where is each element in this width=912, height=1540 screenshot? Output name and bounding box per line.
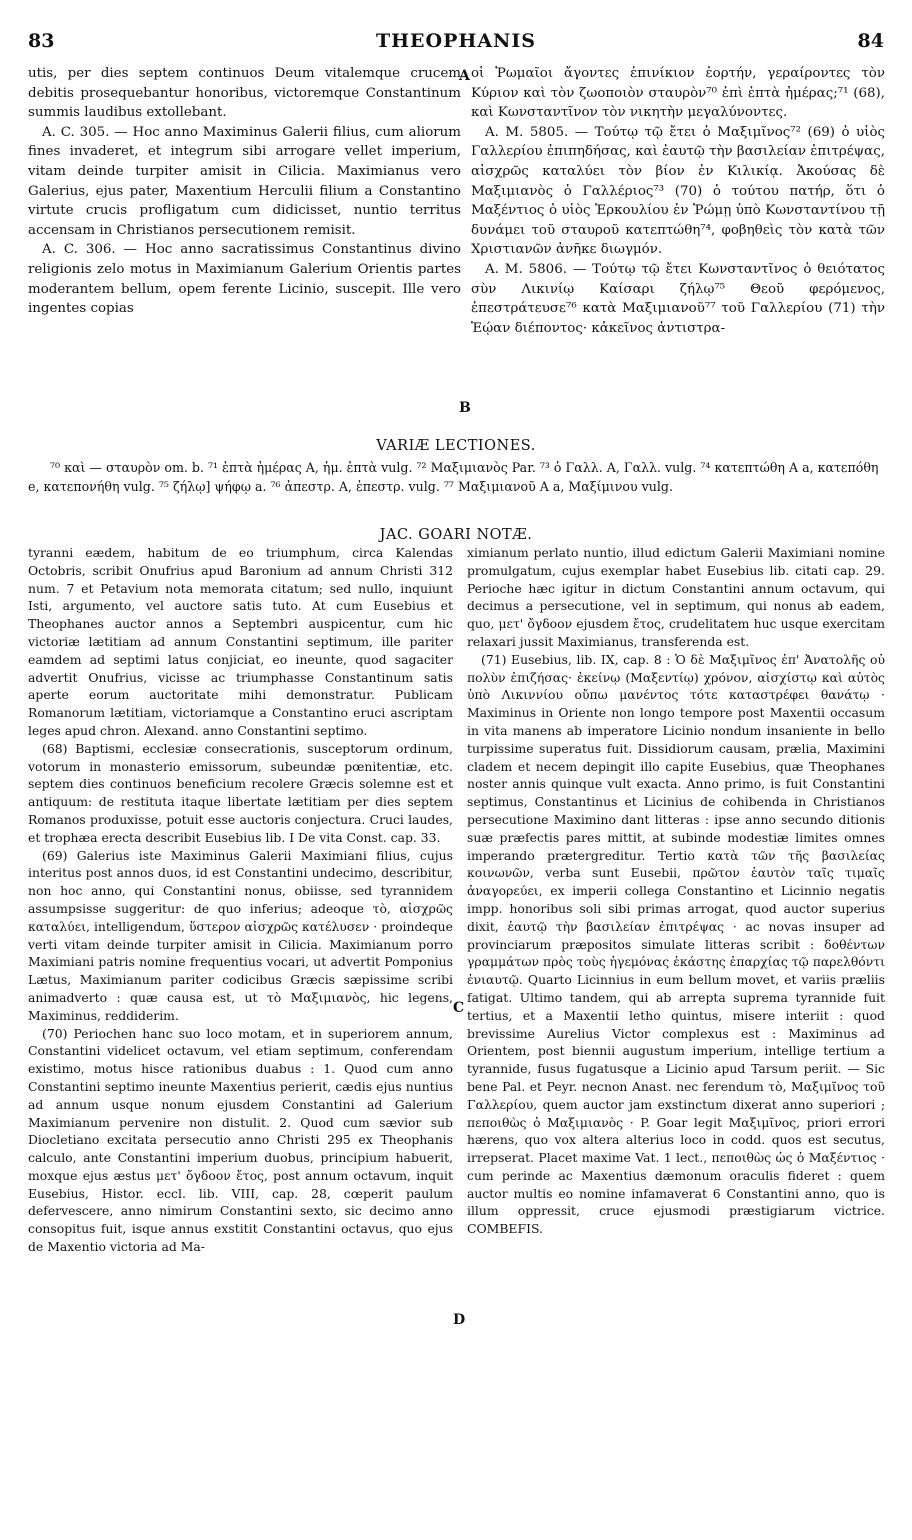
margin-letter-a: A [459,68,470,84]
greek-text-column [471,64,885,338]
greek-paragraph: οἱ Ῥωμαῖοι ἄγοντες ἐπινίκιον ἑορτήν, γεραίροντες τὸν Κύριον καὶ τὸν ζωοποιὸν σταυρὸν⁷⁰ ἐπὶ ἑπτὰ ἡμέρας;⁷¹ (68), καὶ Κωνσταντῖνον τὸν νικητὴν μεγαλύνοντες. [471,66,885,121]
running-header [28,30,884,58]
note-paragraph: (68) Baptismi, ecclesiæ consecrationis, susceptorum ordinum, votorum in monasterio emissorum, subeundæ pœnitentiæ, etc. septem dies continuos beneficium recolere Græcis solemne est et antiquum: de restituta itaque libertate lætitiam per dies septem Romanos produxisse, potuit esse auctoris conjectura. Cruci laudes, et trophæa erecta describit Eusebius lib. I De vita Const. cap. 33. [28,740,453,845]
note-paragraph: (71) Eusebius, lib. IX, cap. 8 : Ὁ δὲ Μαξιμῖνος ἐπ' Ἀνατολῆς οὐ πολὺν ἐπιζήσας· ἐκείνῳ (Μαξεντίῳ) χρόνον, αἰσχίστῳ καὶ αὐτὸς ὑπὸ Λικιννίου οὔπω μανέντος τότε καταστρέφει θανάτῳ · Maximinus in Oriente non longo tempore post Maxentii occasum in vita manens ab imperatore Licinio nondum insaniente in bello turpissime superatus fuit. Dissidiorum causam, prælia, Maximini cladem et necem depingit illo capite Eusebius, quæ Theophanes noster annis quinque vult exacta. Anno primo, is fuit Constantini septimus, Constantinus et Licinius de cohibenda in Christianos persecutione Maximino dant litteras : ipse anno secundo ditionis suæ præfectis pares mittit, at subinde modestiæ limites omnes imperando prætergreditur. Tertio κατὰ τῶν τῆς βασιλείας κοινωνῶν, verba sunt Eusebii, πρῶτον ἑαυτὸν ταῖς τιμαῖς ἀναγορεύει, ex imperii collega Constantino et Licinnio negatis impp. honoribus soli sibi primas arrogat, quod auctor superius dixit, ἑαυτῷ τὴν βασιλείαν ἐπιτρέψας · ac novas insuper ad provinciarum præpositos simulate litteras scribit : δοθέντων γραμμάτων πρὸς τοὺς ἡγεμόνας ἑκάστης ἐπαρχίας τῷ παρελθόντι ἐνιαυτῷ. Quarto Licinnius in eum bellum movet, et variis præliis fatigat. Ultimo tandem, qui ab arrepta suprema tyrannide fuit tertius, et a Maxentii letho quintus, misere interiit : quod brevissime Aurelius Victor complexus est : Maximinus ad Orientem, post biennii augustum imperium, intellige tertium a tyrannide, fusus fugatusque a Licinio apud Tarsum periit. — Sic bene Pal. et Peyr. necnon Anast. nec ferendum τὸ, Μαξιμῖνος τοῦ Γαλλερίου, quem auctor jam exstinctum dixerat anno superiori ; πεποιθὼς ὁ Μαξιμιανὸς · P. Goar legit Μαξιμῖνος, priori errori hærens, quo vox altera alterius loco in codd. quos est secutus, irrepserat. Placet maxime Vat. 1 lect., πεποιθὼς ὡς ὁ Μαξέντιος · cum perinde ac Maxentius dæmonum oraculis fideret : quem auctor multis eo nomine infamaverat 6 Constantini anno, quo is illum oppressit, cruce ejusmodi præstigiarum victrice. COMBEFIS. [467,651,885,1237]
goar-notes-heading: JAC. GOARI NOTÆ. [379,527,533,543]
page-number-right: 84 [857,30,884,52]
margin-letter-d: D [453,1312,466,1328]
greek-paragraph: A. M. 5806. — Τούτῳ τῷ ἔτει Κωνσταντῖνος ὁ θειότατος σὺν Λικινίῳ Καίσαρι ζήλῳ⁷⁵ Θεοῦ φερόμενος, ἐπεστράτευσε⁷⁶ κατὰ Μαξιμιανοῦ⁷⁷ τοῦ Γαλλερίου (71) τὴν Ἑῴαν διέποντος· κἀκεῖνος ἀντιστρα- [471,261,885,336]
margin-letter-b: B [459,400,471,416]
greek-paragraph: A. M. 5805. — Τούτῳ τῷ ἔτει ὁ Μαξιμῖνος⁷² (69) ὁ υἱὸς Γαλλερίου ἐπιπηδήσας, καὶ ἑαυτῷ τὴν βασιλείαν ἐπιτρέψας, αἰσχρῶς καταλύει τὸν βίον ἐν Κιλικίᾳ. Ἀκούσας δὲ Μαξιμιανὸς ὁ Γαλλέριος⁷³ (70) ὁ τούτου πατήρ, ὅτι ὁ Μαξέντιος ὁ υἱὸς Ἑρκουλίου ἐν Ῥώμῃ ὑπὸ Κωνσταντίνου τῇ δυνάμει τοῦ σταυροῦ κατεπτώθη⁷⁴, φοβηθεὶς τὸν κατὰ τῶν Χριστιανῶν ἀνῆκε διωγμόν. [471,124,885,258]
notes-right-column [467,544,885,1238]
latin-paragraph: A. C. 306. — Hoc anno sacratissimus Constantinus divino religionis zelo motus in Maximianum Galerium Orientis partes moderantem bellum, opem ferente Licinio, suscepit. Ille vero ingentes copias [28,242,461,317]
margin-letter-c: C [453,1000,465,1016]
variae-lectiones-heading: VARIÆ LECTIONES. [376,438,536,454]
variant-readings: ⁷⁰ καὶ — σταυρὸν om. b. ⁷¹ ἑπτὰ ἡμέρας A, ἡμ. ἑπτὰ vulg. ⁷² Μαξιμιανὸς Par. ⁷³ ὁ Γαλλ. A, Γαλλ. vulg. ⁷⁴ κατεπτώθη A a, κατεπόθη e, κατεπονήθη vulg. ⁷⁵ ζήλῳ] ψήφῳ a. ⁷⁶ ἀπεστρ. A, ἐπεστρ. vulg. ⁷⁷ Μαξιμιανοῦ A a, Μαξίμινου vulg. [28,460,879,494]
latin-paragraph: A. C. 305. — Hoc anno Maximinus Galerii filius, cum aliorum fines invaderet, et integrum sibi arrogare vellet imperium, vitam deinde turpiter amisit in Cilicia. Maximianus vero Galerius, ejus pater, Maxentium Herculii filium a Constantino virtute crucis profligatum cum didicisset, nuntio territus accensam in Christianos persecutionem remisit. [28,124,461,238]
page-number-left: 83 [28,30,55,52]
note-paragraph: ximianum perlato nuntio, illud edictum Galerii Maximiani nomine promulgatum, cujus exemplar habet Eusebius lib. citati cap. 29. Perioche hæc igitur in dictum Constantini annum octavum, qui decimus a persecutione, vel in septimum, qui nonus ab eadem, quo, μετ' ὄγδοον ejusdem ἔτος, crudelitatem huc usque exercitam relaxari jussit Maximianus, transferenda est. [467,545,885,649]
variae-lectiones [28,458,884,496]
notes-left-column [28,544,453,1256]
latin-paragraph: utis, per dies septem continuos Deum vitalemque crucem debitis prosequebantur honoribus, victoremque Constantinum summis laudibus extollebant. [28,66,461,121]
latin-text-column [28,64,461,319]
note-paragraph: tyranni eædem, habitum de eo triumphum, circa Kalendas Octobris, scribit Onufrius apud Baronium ad annum Christi 312 num. 7 et Petavium nota memorata citatum; sed nullo, inquiunt Isti, argumento, vel auctore satis tuto. At cum Eusebius et Theophanes auctor annos a Septembri auspicentur, cum hic victoriæ lætitiam ad annum Constantini septimum, ille pariter eamdem ad septimi latus conjiciat, eo ineunte, quod sagaciter advertit Onufrius, vicisse ac triumphasse Constantinum satis aperte eorum auctoritate mihi demonstratur. Publicam Romanorum lætitiam, victoriamque a Constantino eruci ascriptam leges apud chron. Alexand. anno Constantini septimo. [28,545,453,738]
running-title: THEOPHANIS [375,30,537,52]
note-paragraph: (70) Periochen hanc suo loco motam, et in superiorem annum, Constantini videlicet octavum, vel etiam septimum, conferendam existimo, motus hisce rationibus duabus : 1. Quod cum anno Constantini septimo ineunte Maxentius perierit, cædis ejus nuntius ad annum usque nonum ejusdem Constantini ad Galerium Maximianum pervenire non distulit. 2. Quod cum sævior sub Diocletiano excitata persecutio anno Christi 295 ex Theophanis calculo, ante Constantini imperium duobus, principium habuerit, moxque ejus æstus μετ' ὄγδοον ἔτος, post annum octavum, inquit Eusebius, Histor. eccl. lib. VIII, cap. 28, cœperit paulum defervescere, anno nimirum Constantini sexto, sic decimo anno consopitus fuit, isque annus exstitit Constantini octavus, quo ejus de Maxentio victoria ad Ma- [28,1025,453,1255]
note-paragraph: (69) Galerius iste Maximinus Galerii Maximiani filius, cujus interitus post annos duos, id est Constantini undecimo, describitur, non hoc anno, qui Constantini nonus, obiisse, sed tyrannidem assumpsisse suggeritur: de quo inferius; adeoque τὸ, αἰσχρῶς καταλύει, intelligendum, ὕστερον αἰσχρῶς κατέλυσεν · proindeque verti vitam deinde turpiter amisit in Cilicia. Maximianum porro Maximiani patris nomine frequentius vocari, ut advertit Pomponius Lætus, Maximianum pariter codicibus Græcis sæpissime scribi animadverto : quæ causa est, ut τὸ Μαξιμιανὸς, hic legens, Maximinus, reddiderim. [28,847,453,1023]
